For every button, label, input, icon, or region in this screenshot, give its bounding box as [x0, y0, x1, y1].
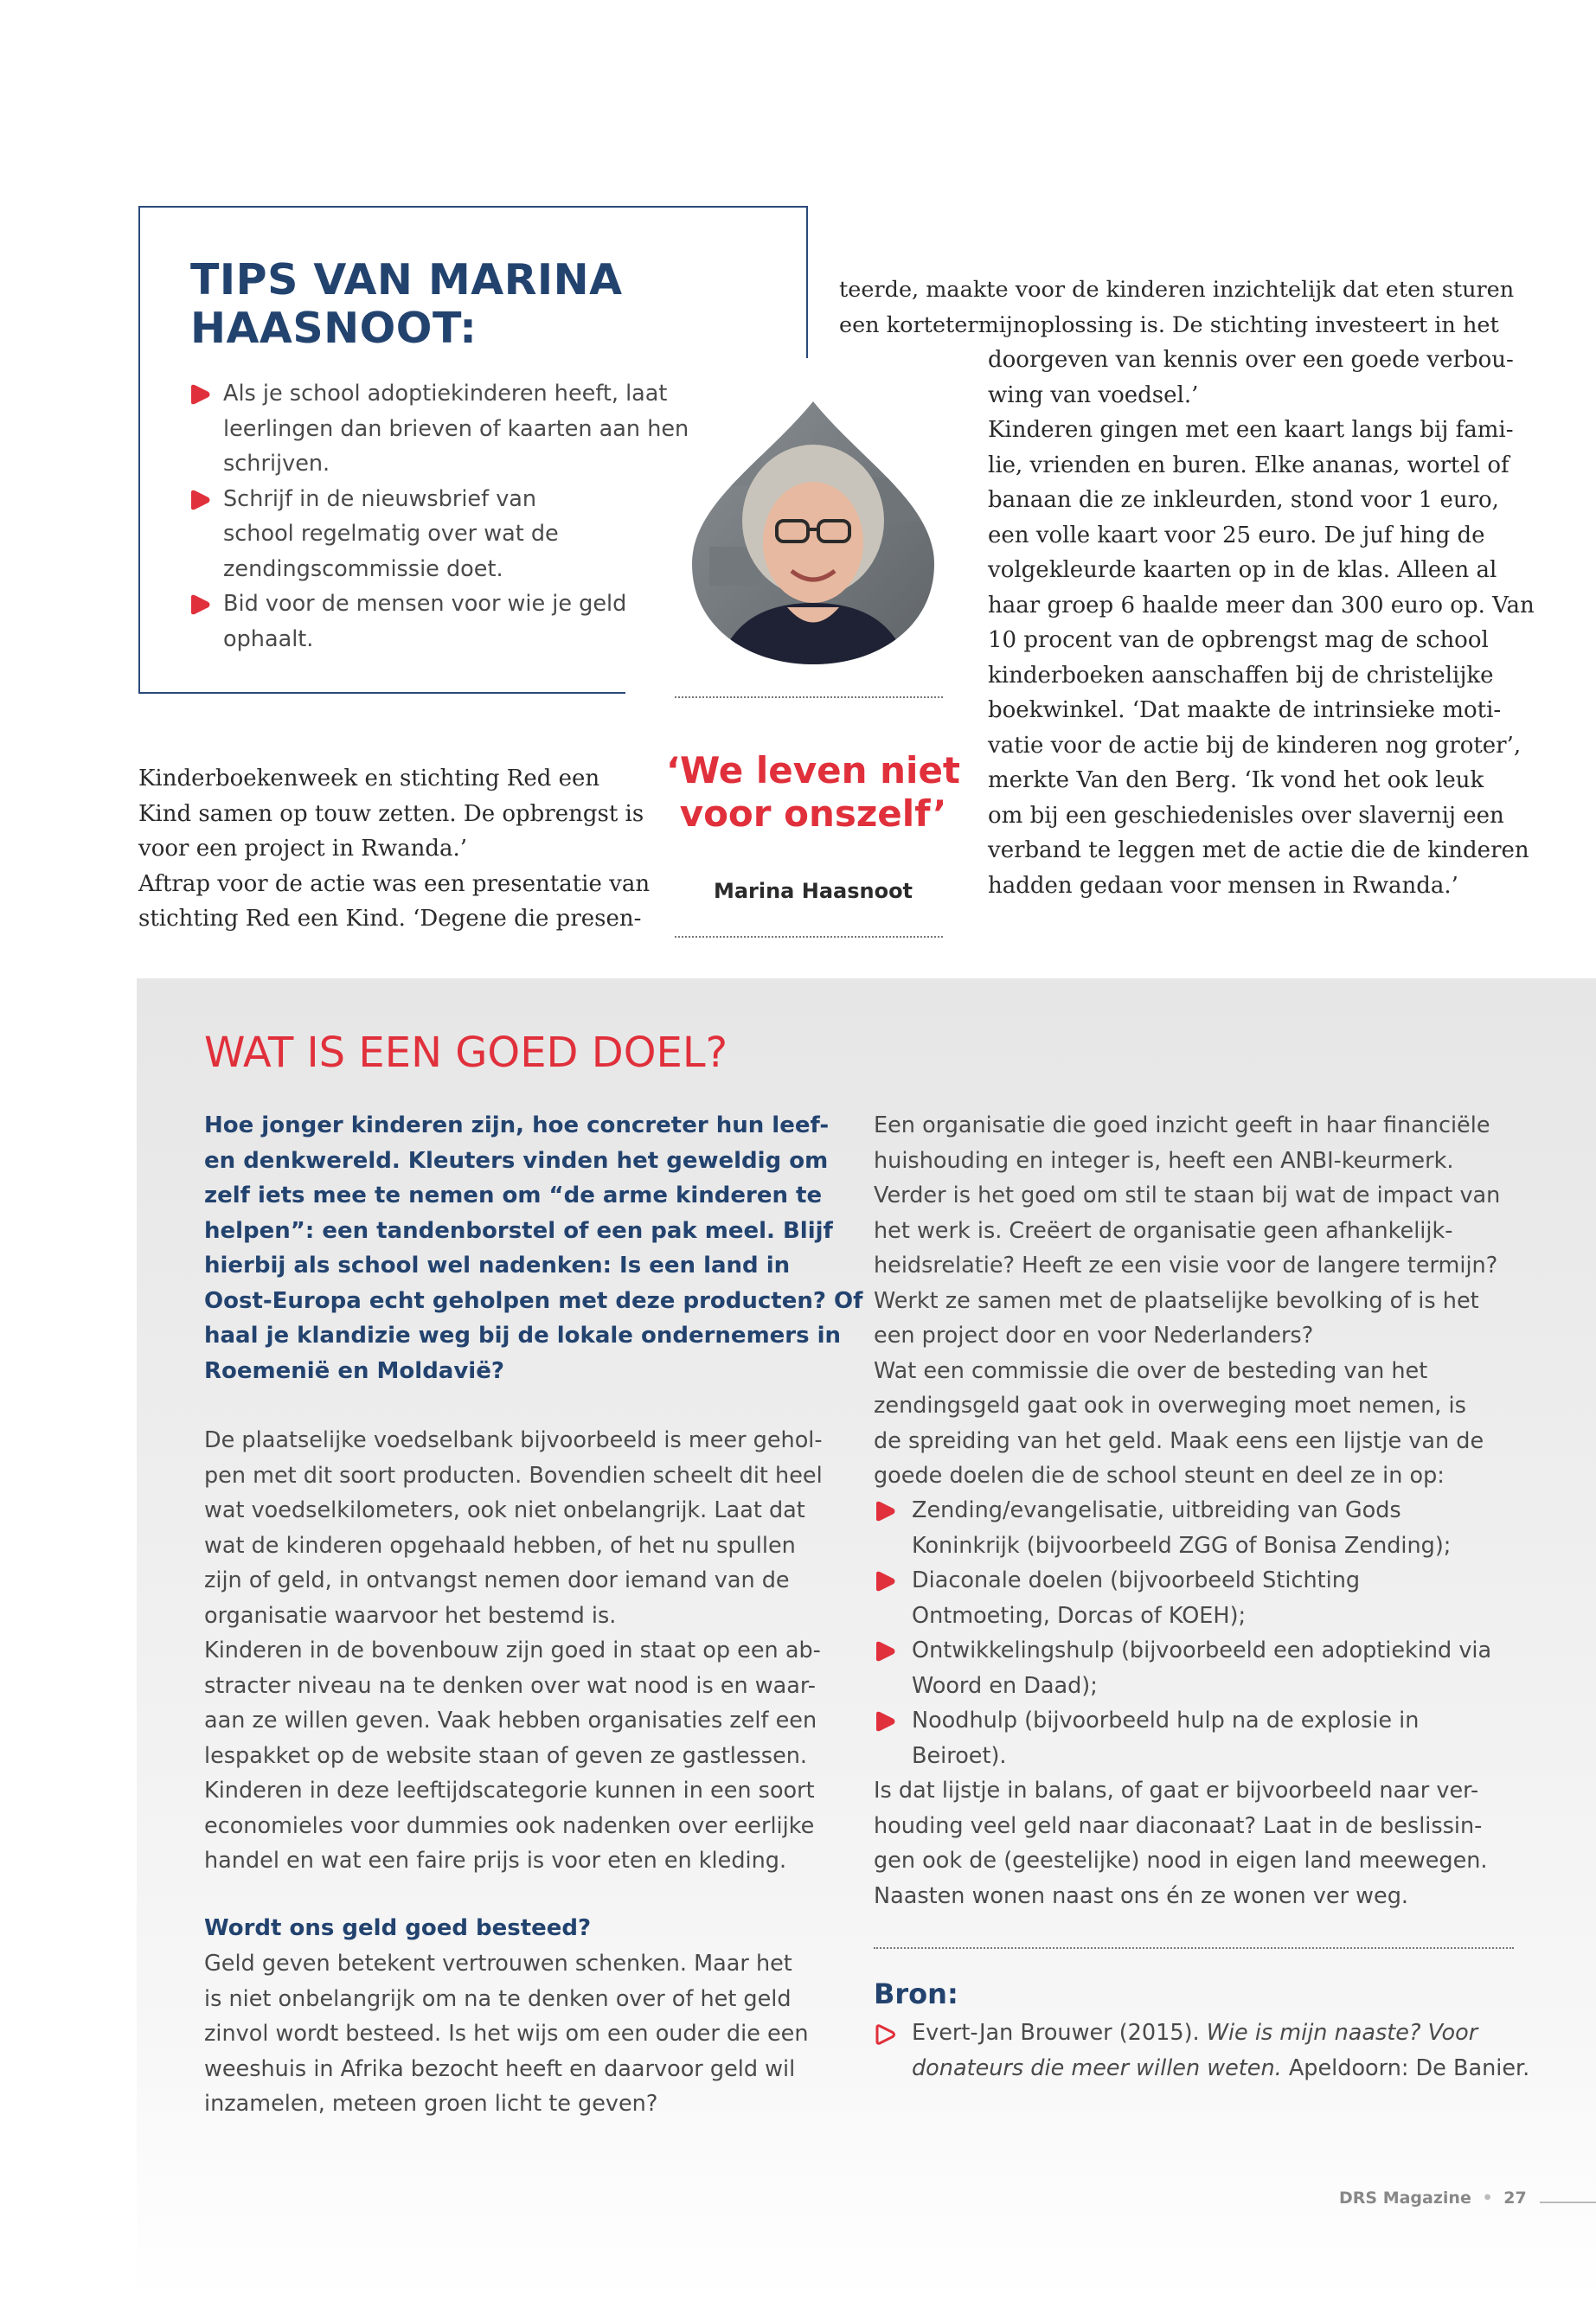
goal-category-line: Beiroet).: [912, 1742, 1007, 1769]
goal-body-line: Kinderen in de bovenbouw zijn goed in staat op een ab-: [204, 1638, 821, 1663]
article-line: lie, vrienden en buren. Elke ananas, wortel of: [988, 452, 1509, 478]
quote-divider-bottom: [675, 936, 943, 938]
goal-intro-line: zelf iets mee te nemen om “de arme kinderen te: [204, 1183, 823, 1208]
goal-category-line: Woord en Daad);: [912, 1672, 1098, 1699]
source-author: Evert-Jan Brouwer (2015).: [912, 2020, 1200, 2046]
goal-intro-line: en denkwereld. Kleuters vinden het geweldig om: [204, 1147, 829, 1174]
goal-category-line: Ontwikkelingshulp (bijvoorbeeld een adoptiekind via: [912, 1638, 1492, 1663]
goal-body-line: wat voedselkilometers, ook niet onbelangrijk. Laat dat: [204, 1497, 805, 1523]
red-bullet-icon: [874, 1710, 894, 1731]
goal-body-line: de spreiding van het geld. Maak eens een lijstje van de: [874, 1427, 1484, 1454]
red-bullet-icon: [874, 1640, 894, 1661]
article-line: Aftrap voor de actie was een presentatie van: [138, 870, 651, 897]
article-line: verband te leggen met de actie die de kinderen: [988, 837, 1529, 863]
tips-item-line: Schrijf in de nieuwsbrief van: [223, 485, 537, 512]
article-line: Kinderen gingen met een kaart langs bij fami-: [988, 417, 1514, 443]
goal-category-line: Diaconale doelen (bijvoorbeeld Stichting: [912, 1567, 1361, 1593]
goal-body-line: het werk is. Creëert de organisatie geen afhankelijk-: [874, 1217, 1453, 1244]
tips-box-border-left: [138, 206, 140, 694]
goal-body-line: aan ze willen geven. Vaak hebben organisaties zelf een: [204, 1708, 817, 1734]
goal-body-line: handel en wat een faire prijs is voor eten en kleding.: [204, 1848, 787, 1874]
article-line: een volle kaart voor 25 euro. De juf hing de: [988, 522, 1485, 548]
goal-body-line: Verder is het goed om stil te staan bij wat de impact van: [874, 1183, 1501, 1208]
goal-left-body-2: [204, 1946, 809, 2122]
goal-right-body: [874, 1108, 1500, 1494]
tips-item-line: ophaalt.: [223, 625, 314, 652]
article-line: een kortetermijnoplossing is. De stichting investeert in het: [839, 311, 1499, 338]
goal-left-body: [204, 1423, 823, 1879]
quote-author: Marina Haasnoot: [713, 879, 913, 903]
tips-item-line: schrijven.: [223, 451, 330, 477]
article-line: merkte Van den Berg. ‘Ik vond het ook leuk: [988, 767, 1484, 793]
tips-box-border-top: [138, 206, 808, 208]
pull-quote-line: voor onszelf’: [679, 792, 947, 835]
source-line: [912, 2016, 1529, 2051]
article-line: stichting Red een Kind. ‘Degene die presen-: [138, 906, 642, 932]
goal-intro-line: Roemenië en Moldavië?: [204, 1357, 504, 1384]
goal-body-line: weeshuis in Afrika bezocht heeft en daarvoor geld wil: [204, 2055, 796, 2082]
goal-body-line: houding veel geld naar diaconaat? Laat in de beslissin-: [874, 1812, 1483, 1839]
goal-body-line: wat de kinderen opgehaald hebben, of het nu spullen: [204, 1532, 796, 1559]
goal-subheading: Wordt ons geld goed besteed?: [204, 1915, 592, 1941]
article-line: 10 procent van de opbrengst mag de school: [988, 627, 1489, 653]
article-line: banaan die ze inkleurden, stond voor 1 euro,: [988, 487, 1499, 513]
goal-body-line: Naasten wonen naast ons én ze wonen ver weg.: [874, 1882, 1409, 1909]
source-title: Bron:: [874, 1977, 958, 2010]
goal-body-line: organisatie waarvoor het bestemd is.: [204, 1602, 617, 1629]
red-bullet-icon: [189, 489, 209, 510]
article-line: haar groep 6 haalde meer dan 300 euro op. Van: [988, 592, 1535, 619]
goal-body-line: zijn of geld, in ontvangst nemen door iemand van de: [204, 1567, 790, 1593]
goal-body-line: Een organisatie die goed inzicht geeft in haar financiële: [874, 1112, 1490, 1138]
source-entry: [874, 2016, 1529, 2086]
article-right-column: [988, 343, 1535, 903]
tips-item-line: Bid voor de mensen voor wie je geld: [223, 591, 627, 617]
goal-body-line: pen met dit soort producten. Bovendien scheelt dit heel: [204, 1462, 823, 1489]
goal-body-line: zendingsgeld gaat ook in overweging moet nemen, is: [874, 1393, 1466, 1419]
goal-body-line: zinvol wordt besteed. Is het wijs om een ouder die een: [204, 2021, 809, 2047]
footer-rule: [1540, 2202, 1596, 2203]
source-publisher: Apeldoorn: De Banier.: [1288, 2054, 1530, 2081]
article-line: doorgeven van kennis over een goede verbou-: [988, 347, 1514, 373]
goal-category-item: [874, 1493, 1491, 1563]
red-bullet-icon: [874, 1570, 894, 1591]
goal-body-line: huishouding en integer is, heeft een ANBI-keurmerk.: [874, 1147, 1454, 1174]
tips-title-line: HAASNOOT:: [190, 304, 478, 353]
goal-intro-line: Oost-Europa echt geholpen met deze producten? Of: [204, 1287, 863, 1314]
article-right-column-top: [839, 272, 1514, 343]
goal-category-line: Zending/evangelisatie, uitbreiding van Gods: [912, 1497, 1401, 1523]
goal-body-line: De plaatselijke voedselbank bijvoorbeeld is meer gehol-: [204, 1427, 823, 1453]
goal-category-list: [874, 1493, 1491, 1773]
pull-quote: [662, 749, 965, 836]
goal-body-line: lespakket op de website staan of geven ze gastlessen.: [204, 1742, 808, 1769]
goal-category-line: Koninkrijk (bijvoorbeeld ZGG of Bonisa Zending);: [912, 1532, 1452, 1559]
goal-category-item: [874, 1563, 1491, 1633]
tips-list: [189, 376, 689, 657]
goal-body-line: Werkt ze samen met de plaatselijke bevolking of is het: [874, 1287, 1479, 1314]
source-book-title: donateurs die meer willen weten.: [912, 2054, 1282, 2081]
article-left-column: [138, 761, 650, 937]
goal-category-item: [874, 1703, 1491, 1773]
tips-item: [189, 586, 689, 657]
footer-page-number: 27: [1503, 2189, 1527, 2208]
page-footer: [1339, 2189, 1527, 2208]
goal-body-line: gen ook de (geestelijke) nood in eigen land meewegen.: [874, 1848, 1488, 1874]
article-line: voor een project in Rwanda.’: [138, 836, 467, 862]
tips-item-line: leerlingen dan brieven of kaarten aan hen: [223, 415, 689, 442]
footer-magazine: DRS Magazine: [1339, 2189, 1471, 2208]
article-line: volgekleurde kaarten op in de klas. Alleen al: [988, 557, 1497, 583]
source-line: [912, 2051, 1529, 2086]
article-line: teerde, maakte voor de kinderen inzichtelijk dat eten sturen: [839, 277, 1515, 303]
source-divider: [874, 1947, 1514, 1949]
goal-category-item: [874, 1633, 1491, 1703]
goal-right-body-2: [874, 1773, 1488, 1913]
article-line: hadden gedaan voor mensen in Rwanda.’: [988, 872, 1458, 899]
article-line: om bij een geschiedenisles over slavernij een: [988, 802, 1504, 829]
goal-category-line: Ontmoeting, Dorcas of KOEH);: [912, 1602, 1247, 1629]
goal-body-line: heidsrelatie? Heeft ze een visie voor de langere termijn?: [874, 1253, 1498, 1279]
article-line: wing van voedsel.’: [988, 381, 1199, 408]
article-line: kinderboeken aanschaffen bij de christelijke: [988, 662, 1494, 689]
tips-box-border-right: [806, 206, 808, 358]
tips-title: [190, 256, 623, 353]
goal-body-line: economieles voor dummies ook nadenken over eerlijke: [204, 1812, 815, 1839]
goal-body-line: stracter niveau na te denken over wat nood is en waar-: [204, 1672, 816, 1699]
article-line: vatie voor de actie bij de kinderen nog groter’,: [988, 732, 1522, 759]
tips-title-line: TIPS VAN MARINA: [190, 255, 623, 304]
goal-body-line: Is dat lijstje in balans, of gaat er bijvoorbeeld naar ver-: [874, 1778, 1479, 1804]
quote-divider-top: [675, 696, 943, 698]
goal-intro-line: Hoe jonger kinderen zijn, hoe concreter hun leef-: [204, 1112, 830, 1138]
tips-box-border-bottom: [138, 692, 625, 694]
footer-separator: •: [1482, 2189, 1493, 2208]
goal-body-line: Kinderen in deze leeftijdscategorie kunnen in een soort: [204, 1778, 815, 1804]
article-line: Kind samen op touw zetten. De opbrengst is: [138, 800, 644, 827]
goal-intro-line: haal je klandizie weg bij de lokale ondernemers in: [204, 1323, 842, 1349]
goal-body-line: goede doelen die de school steunt en deel ze in op:: [874, 1463, 1445, 1489]
tips-item: [189, 482, 689, 587]
goal-intro-line: helpen”: een tandenborstel of een pak meel. Blijf: [204, 1217, 833, 1244]
tips-item-line: zendingscommissie doet.: [223, 555, 503, 582]
red-bullet-icon: [189, 593, 209, 614]
tips-item-line: Als je school adoptiekinderen heeft, laat: [223, 381, 668, 407]
source-book-title: Wie is mijn naaste? Voor: [1206, 2020, 1478, 2046]
red-bullet-icon: [189, 383, 209, 404]
article-line: boekwinkel. ‘Dat maakte de intrinsieke moti-: [988, 697, 1502, 723]
goal-category-line: Noodhulp (bijvoorbeeld hulp na de explosie in: [912, 1708, 1420, 1734]
pull-quote-line: ‘We leven niet: [665, 749, 961, 792]
goal-intro-line: hierbij als school wel nadenken: Is een land in: [204, 1253, 791, 1279]
goal-title: WAT IS EEN GOED DOEL?: [204, 1029, 728, 1077]
red-bullet-icon: [874, 1500, 894, 1521]
article-line: Kinderboekenweek en stichting Red een: [138, 766, 600, 792]
outline-bullet-icon: [874, 2023, 894, 2044]
goal-body-line: is niet onbelangrijk om na te denken over of het geld: [204, 1985, 792, 2012]
goal-body-line: Wat een commissie die over de besteding van het: [874, 1357, 1428, 1384]
goal-body-line: een project door en voor Nederlanders?: [874, 1323, 1314, 1349]
goal-body-line: Geld geven betekent vertrouwen schenken. Maar het: [204, 1951, 792, 1977]
goal-body-line: inzamelen, meteen groen licht te geven?: [204, 2091, 658, 2117]
portrait-photo: [683, 400, 943, 668]
goal-intro: [204, 1108, 862, 1388]
tips-item: [189, 376, 689, 482]
tips-item-line: school regelmatig over wat de: [223, 521, 559, 547]
